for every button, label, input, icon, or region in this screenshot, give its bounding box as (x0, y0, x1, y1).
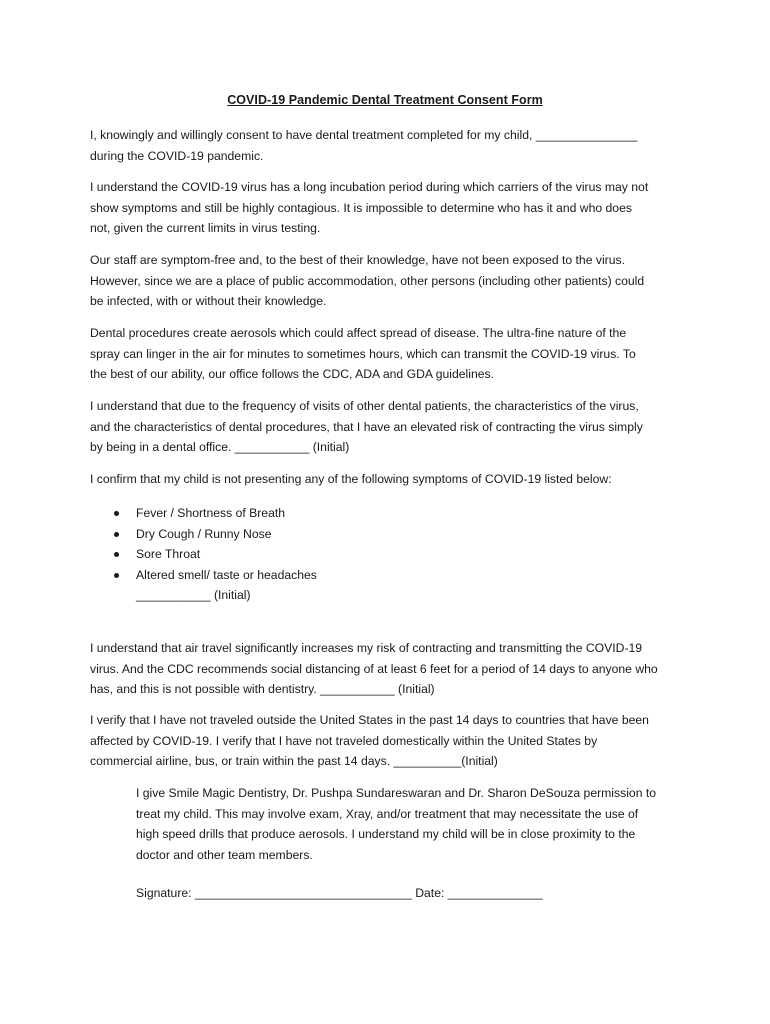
incubation-paragraph (90, 177, 690, 239)
staff-line-2: However, since we are a place of public accommodation, other persons (including other patients) could (90, 273, 645, 288)
bullet-icon (114, 511, 119, 516)
permission-line-3: high speed drills that produce aerosols. I understand my child will be in close proximity to the (136, 827, 636, 842)
list-item (112, 503, 317, 524)
consent-line-1: I, knowingly and willingly consent to have dental treatment completed for my child, _______________ (90, 128, 638, 142)
list-item (112, 524, 317, 545)
form-title: COVID-19 Pandemic Dental Treatment Consent Form (227, 93, 543, 107)
aerosol-line-3: the best of our ability, our office follows the CDC, ADA and GDA guidelines. (90, 367, 494, 382)
risk-line-1: I understand that due to the frequency of visits of other dental patients, the characteristics of the virus, (90, 399, 639, 413)
travel-line-1: I verify that I have not traveled outside the United States in the past 14 days to countries that have been (90, 713, 649, 727)
list-item (112, 565, 317, 586)
travel-line-3: commercial airline, bus, or train within the past 14 days. __________(Initial) (90, 754, 498, 769)
risk-line-3: by being in a dental office. ___________ (Initial) (90, 440, 350, 455)
permission-paragraph (136, 783, 686, 865)
staff-line-3: be infected, with or without their knowledge. (90, 294, 327, 309)
symptoms-initial-field[interactable]: ___________ (Initial) (136, 588, 251, 602)
bullet-icon (114, 532, 119, 537)
symptom-text: Fever / Shortness of Breath (136, 506, 286, 520)
symptoms-intro-line: I confirm that my child is not presenting any of the following symptoms of COVID-19 listed below: (90, 472, 612, 486)
permission-line-1: I give Smile Magic Dentistry, Dr. Pushpa Sundareswaran and Dr. Sharon DeSouza permission to (136, 786, 657, 800)
consent-paragraph (90, 125, 690, 166)
symptom-text: Sore Throat (136, 547, 201, 562)
staff-line-1: Our staff are symptom-free and, to the best of their knowledge, have not been exposed to the virus. (90, 253, 625, 267)
aerosol-paragraph (90, 323, 690, 385)
bullet-icon (114, 552, 119, 557)
incubation-line-2: show symptoms and still be highly contagious. It is impossible to determine who has it and who does (90, 200, 632, 215)
symptom-text: Altered smell/ taste or headaches (136, 567, 317, 582)
risk-paragraph (90, 396, 690, 458)
incubation-line-1: I understand the COVID-19 virus has a long incubation period during which carriers of the virus may not (90, 180, 649, 194)
symptom-text: Dry Cough / Runny Nose (136, 526, 272, 541)
list-item (112, 544, 317, 565)
air-travel-line-3: has, and this is not possible with dentistry. ___________ (Initial) (90, 682, 435, 697)
symptoms-intro-paragraph (90, 469, 690, 490)
travel-line-2: affected by COVID-19. I verify that I have not traveled domestically within the United States by (90, 733, 598, 748)
aerosol-line-1: Dental procedures create aerosols which could affect spread of disease. The ultra-fine nature of the (90, 326, 627, 340)
symptoms-list (112, 503, 317, 585)
air-travel-paragraph (90, 638, 690, 700)
signature-date-line[interactable]: Signature: ________________________________ Date: ______________ (136, 886, 543, 900)
staff-paragraph (90, 250, 690, 312)
bullet-icon (114, 573, 119, 578)
travel-verification-paragraph (90, 710, 690, 772)
air-travel-line-2: virus. And the CDC recommends social distancing of at least 6 feet for a period of 14 days to anyone who (90, 661, 658, 676)
incubation-line-3: not, given the current limits in virus testing. (90, 221, 321, 236)
permission-line-4: doctor and other team members. (136, 847, 313, 862)
permission-line-2: treat my child. This may involve exam, Xray, and/or treatment that may necessitate the use of (136, 806, 639, 821)
air-travel-line-1: I understand that air travel significantly increases my risk of contracting and transmitting the COVID-19 (90, 641, 643, 655)
risk-line-2: and the characteristics of dental procedures, that I have an elevated risk of contracting the virus simply (90, 419, 643, 434)
consent-line-2: during the COVID-19 pandemic. (90, 148, 264, 163)
aerosol-line-2: spray can linger in the air for minutes to sometimes hours, which can transmit the COVID-19 virus. To (90, 346, 636, 361)
